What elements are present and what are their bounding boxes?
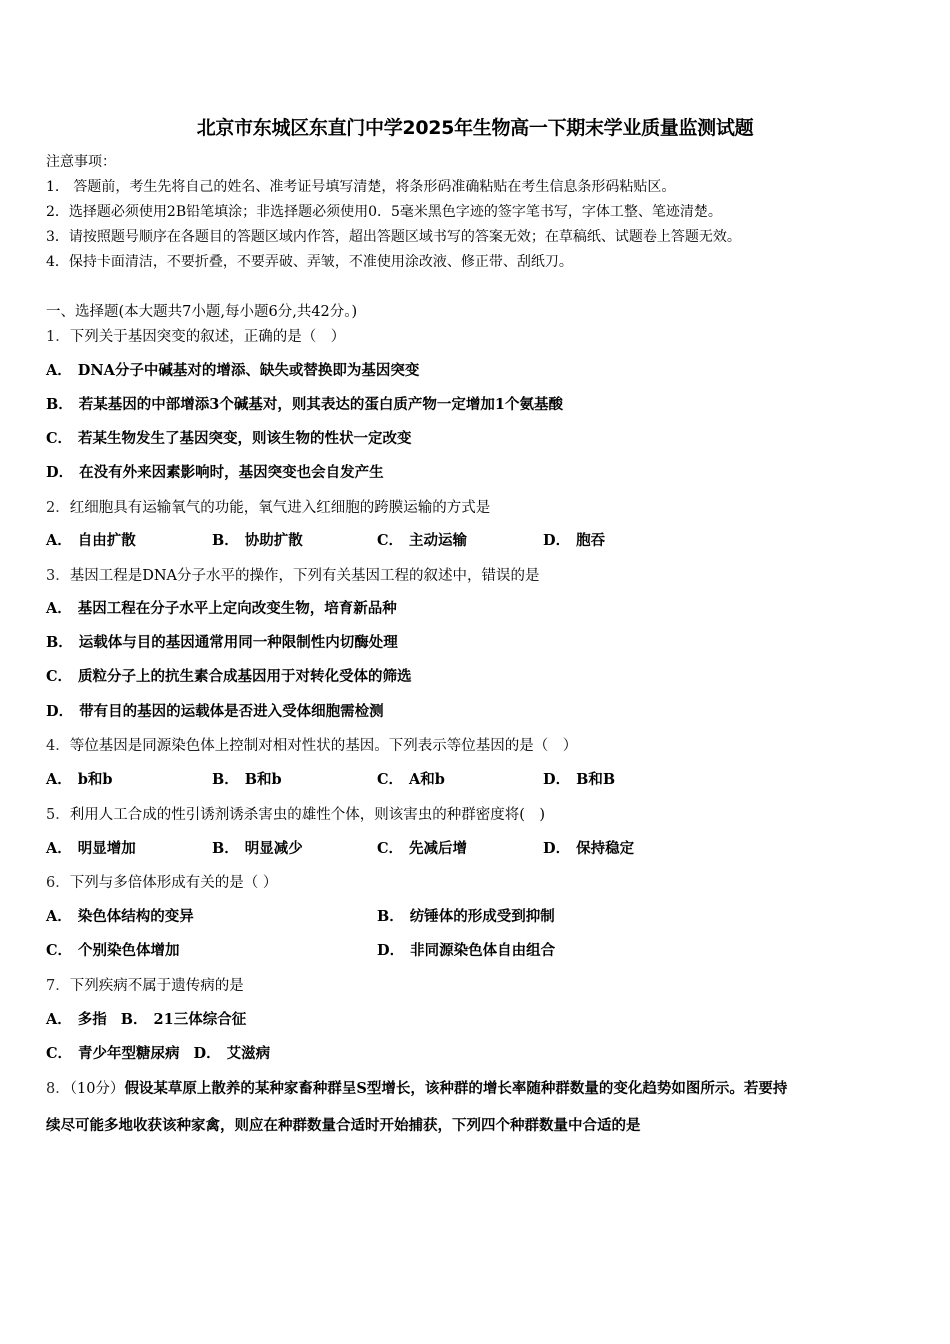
- option-label: D．: [543, 771, 571, 788]
- option-text: 多指: [77, 1011, 107, 1028]
- question-number: 4．: [46, 738, 70, 754]
- option-text: 自由扩散: [77, 532, 136, 549]
- question-2-option-c: [377, 529, 467, 550]
- notice-item: 1. 答题前，考生先将自己的姓名、准考证号填写清楚，将条形码准确粘贴在考生信息条形码粘贴区。: [46, 179, 676, 195]
- question-text: 等位基因是同源染色体上控制对相对性状的基因。下列表示等位基因的是（ ）: [69, 738, 578, 754]
- option-label: D．: [46, 464, 74, 481]
- option-text: 带有目的基因的运载体是否进入受体细胞需检测: [79, 703, 384, 720]
- question-3-stem: [46, 564, 540, 585]
- question-number: 2．: [46, 500, 70, 516]
- notice-item: 4．保持卡面清洁，不要折叠，不要弄破、弄皱，不准使用涂改液、修正带、刮纸刀。: [46, 254, 573, 270]
- option-text: 明显增加: [77, 840, 136, 857]
- question-text: 下列疾病不属于遗传病的是: [69, 978, 244, 994]
- question-text: 下列与多倍体形成有关的是（ ）: [69, 875, 278, 891]
- question-4-option-a: [46, 768, 113, 789]
- question-6-stem: [46, 871, 277, 892]
- option-label: C．: [377, 532, 404, 549]
- question-number: 6．: [46, 875, 70, 891]
- question-7-stem: [46, 974, 244, 995]
- question-number: 1．: [46, 329, 70, 345]
- question-3-option-b: [46, 631, 398, 652]
- question-6-option-a: [46, 905, 194, 926]
- option-text: 质粒分子上的抗生素合成基因用于对转化受体的筛选: [78, 668, 412, 685]
- question-2-option-d: [543, 529, 605, 550]
- question-7-options-row-1: [46, 1008, 246, 1029]
- option-label: A．: [46, 840, 72, 857]
- page-title: 北京市东城区东直门中学2025年生物高一下期末学业质量监测试题: [196, 117, 754, 139]
- option-text: 21三体综合征: [153, 1011, 247, 1028]
- option-text: 明显减少: [244, 840, 303, 857]
- option-label: A．: [46, 1011, 72, 1028]
- notice-item: 2．选择题必须使用2B铅笔填涂；非选择题必须使用0．5毫米黑色字迹的签字笔书写，字体工整、笔迹清楚。: [46, 204, 722, 220]
- option-text: 染色体结构的变异: [77, 908, 194, 925]
- question-5-stem: [46, 803, 545, 824]
- question-5-option-a: [46, 837, 136, 858]
- option-label: B．: [377, 908, 404, 925]
- question-1-stem: [46, 325, 345, 346]
- section-heading: 一、选择题(本大题共7小题,每小题6分,共42分。): [46, 304, 358, 320]
- question-4-stem: [46, 734, 577, 755]
- question-7-options-row-2: [46, 1042, 270, 1063]
- question-4-option-b: [212, 768, 282, 789]
- question-6-option-d: [377, 939, 555, 960]
- question-2-stem: [46, 496, 490, 517]
- option-text: B和b: [244, 771, 282, 788]
- question-5-option-c: [377, 837, 467, 858]
- option-label: C．: [46, 942, 73, 959]
- option-label: C．: [377, 840, 404, 857]
- option-label: C．: [46, 1045, 73, 1062]
- question-1-option-d: [46, 461, 384, 482]
- option-text: 胞吞: [576, 532, 606, 549]
- option-label: D．: [193, 1045, 221, 1062]
- question-number: 5．: [46, 807, 70, 823]
- question-2-option-b: [212, 529, 303, 550]
- question-6-option-c: [46, 939, 180, 960]
- option-text: A和b: [409, 771, 445, 788]
- option-label: A．: [46, 532, 72, 549]
- option-text: 先减后增: [409, 840, 468, 857]
- option-label: A．: [46, 908, 72, 925]
- option-text: 纺锤体的形成受到抑制: [409, 908, 555, 925]
- option-text: 非同源染色体自由组合: [410, 942, 556, 959]
- question-4-option-c: [377, 768, 445, 789]
- question-3-option-a: [46, 597, 397, 618]
- question-text: 利用人工合成的性引诱剂诱杀害虫的雄性个体，则该害虫的种群密度将( ): [69, 807, 546, 823]
- question-5-option-d: [543, 837, 634, 858]
- question-text: 假设某草原上散养的某种家畜种群呈S型增长，该种群的增长率随种群数量的变化趋势如图所示。若要持: [124, 1080, 788, 1097]
- question-3-option-d: [46, 700, 384, 721]
- option-label: C．: [46, 430, 73, 447]
- option-text: 若某基因的中部增添3个碱基对，则其表达的蛋白质产物一定增加1个氨基酸: [78, 396, 563, 413]
- option-label: C．: [46, 668, 73, 685]
- question-4-option-d: [543, 768, 615, 789]
- option-label: D．: [543, 840, 571, 857]
- option-label: B．: [120, 1011, 148, 1028]
- option-label: B．: [46, 396, 73, 413]
- question-number: 3．: [46, 568, 70, 584]
- option-label: A．: [46, 362, 72, 379]
- question-5-option-b: [212, 837, 303, 858]
- option-label: D．: [46, 703, 74, 720]
- question-text: 红细胞具有运输氧气的功能，氧气进入红细胞的跨膜运输的方式是: [69, 500, 491, 516]
- option-text: B和B: [576, 771, 616, 788]
- option-label: A．: [46, 600, 72, 617]
- question-3-option-c: [46, 665, 412, 686]
- option-label: B．: [46, 634, 73, 651]
- option-text: 协助扩散: [244, 532, 303, 549]
- option-label: B．: [212, 771, 239, 788]
- option-text: 青少年型糖尿病: [78, 1045, 180, 1062]
- option-text: 主动运输: [409, 532, 468, 549]
- option-text: b和b: [77, 771, 113, 788]
- question-8-stem-line-1: [46, 1077, 787, 1098]
- question-text: 下列关于基因突变的叙述，正确的是（ ）: [69, 329, 346, 345]
- option-text: 基因工程在分子水平上定向改变生物，培育新品种: [77, 600, 397, 617]
- option-label: B．: [212, 840, 239, 857]
- question-1-option-a: [46, 359, 419, 380]
- question-1-option-c: [46, 427, 412, 448]
- notice-item: 3．请按照题号顺序在各题目的答题区域内作答，超出答题区域书写的答案无效；在草稿纸、试题卷上答题无效。: [46, 229, 741, 245]
- option-label: B．: [212, 532, 239, 549]
- option-text: 个别染色体增加: [78, 942, 180, 959]
- option-label: C．: [377, 771, 404, 788]
- notice-heading: 注意事项：: [46, 154, 116, 170]
- option-label: D．: [377, 942, 405, 959]
- question-text: 基因工程是DNA分子水平的操作，下列有关基因工程的叙述中，错误的是: [69, 568, 540, 584]
- option-text: 在没有外来因素影响时，基因突变也会自发产生: [79, 464, 384, 481]
- option-text: 保持稳定: [576, 840, 635, 857]
- question-number: 7．: [46, 978, 70, 994]
- question-1-option-b: [46, 393, 563, 414]
- option-label: A．: [46, 771, 72, 788]
- question-6-option-b: [377, 905, 555, 926]
- option-text: 若某生物发生了基因突变，则该生物的性状一定改变: [78, 430, 412, 447]
- option-text: 艾滋病: [226, 1045, 271, 1062]
- question-8-stem-line-2: 续尽可能多地收获该种家禽，则应在种群数量合适时开始捕获，下列四个种群数量中合适的是: [46, 1117, 641, 1134]
- question-number: 8．: [46, 1081, 70, 1097]
- question-2-option-a: [46, 529, 136, 550]
- option-label: D．: [543, 532, 571, 549]
- question-points: （10分）: [69, 1081, 125, 1097]
- option-text: DNA分子中碱基对的增添、缺失或替换即为基因突变: [77, 362, 420, 379]
- option-text: 运载体与目的基因通常用同一种限制性内切酶处理: [78, 634, 398, 651]
